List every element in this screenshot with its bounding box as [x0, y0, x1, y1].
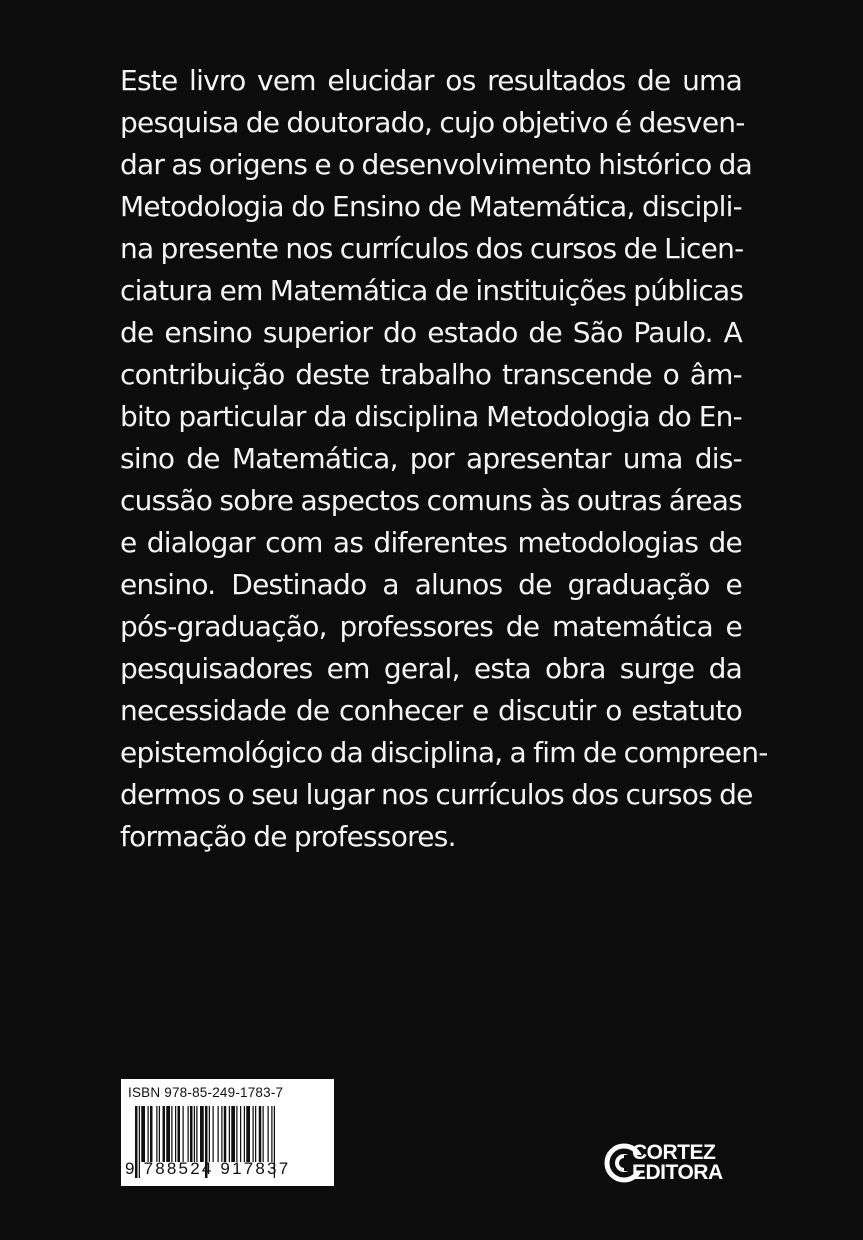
- blurb-line: cussão sobre aspectos comuns às outras áreas: [120, 484, 742, 517]
- barcode-bar: [244, 1106, 245, 1162]
- blurb-line: dermos o seu lugar nos currículos dos cursos de: [120, 778, 753, 811]
- barcode-bar: [183, 1106, 184, 1162]
- barcode-bar: [159, 1106, 160, 1162]
- blurb-line: dar as origens e o desenvolvimento histórico da: [120, 148, 753, 181]
- barcode-bar: [253, 1106, 254, 1162]
- blurb-line: contribuição deste trabalho transcende o âm-: [120, 358, 742, 391]
- barcode-bar: [163, 1106, 166, 1162]
- blurb-line: ensino. Destinado a alunos de graduação e: [120, 568, 742, 601]
- isbn-label: ISBN 978-85-249-1783-7: [128, 1085, 284, 1100]
- blurb-line: pesquisadores em geral, esta obra surge da: [120, 652, 742, 685]
- isbn-barcode: [121, 1079, 334, 1186]
- barcode-bar: [150, 1106, 153, 1162]
- barcode-bar: [268, 1106, 269, 1162]
- blurb-line: e dialogar com as diferentes metodologias de: [120, 526, 742, 559]
- barcode-bar: [196, 1106, 197, 1162]
- barcode-bar: [271, 1106, 272, 1162]
- barcode-bar: [263, 1106, 264, 1162]
- blurb-line: Este livro vem elucidar os resultados de uma: [120, 64, 742, 97]
- publisher-name: [632, 1143, 723, 1183]
- barcode-bar: [148, 1106, 149, 1162]
- barcode-bar: [188, 1106, 189, 1162]
- publisher-name-line2: EDITORA: [632, 1161, 723, 1184]
- barcode-bar: [156, 1106, 157, 1162]
- barcode-bar: [240, 1106, 241, 1162]
- barcode-bar: [221, 1106, 222, 1162]
- blurb-line: pós-graduação, professores de matemática e: [120, 610, 742, 643]
- barcode-bar: [190, 1106, 193, 1162]
- barcode-digits: 9 788524 917837: [125, 1159, 291, 1178]
- barcode-bar: [141, 1106, 145, 1162]
- barcode-bar: [255, 1106, 256, 1162]
- barcode-bar: [194, 1106, 195, 1162]
- blurb-line: Metodologia do Ensino de Matemática, discipli-: [120, 190, 742, 223]
- back-cover-blurb: [120, 60, 768, 858]
- blurb-line: sino de Matemática, por apresentar uma dis-: [120, 442, 742, 475]
- barcode-bar: [229, 1106, 230, 1162]
- barcode-bar: [224, 1106, 227, 1162]
- barcode-bar: [231, 1106, 235, 1162]
- blurb-line: formação de professores.: [120, 820, 456, 853]
- barcode-bar: [200, 1106, 204, 1162]
- barcode-bar: [246, 1106, 250, 1162]
- barcode-bar: [209, 1106, 210, 1162]
- blurb-line: epistemológico da disciplina, a fim de compreen-: [120, 736, 768, 769]
- blurb-line: de ensino superior do estado de São Paulo. A: [120, 316, 742, 349]
- barcode-bar: [259, 1106, 262, 1162]
- barcode-bar: [175, 1106, 176, 1162]
- barcode-bar: [218, 1106, 219, 1162]
- publisher-name-line1: CORTEZ: [632, 1141, 716, 1164]
- barcode-bar: [166, 1106, 170, 1162]
- publisher-logo: [604, 1141, 744, 1185]
- blurb-line: na presente nos currículos dos cursos de Licen-: [120, 232, 744, 265]
- barcode-bar: [213, 1106, 214, 1162]
- blurb-line: necessidade de conhecer e discutir o estatuto: [120, 694, 742, 727]
- barcode-bar: [178, 1106, 181, 1162]
- blurb-line: ciatura em Matemática de instituições públicas: [120, 274, 744, 307]
- blurb-line: pesquisa de doutorado, cujo objetivo é desven-: [120, 106, 745, 139]
- barcode-bar: [171, 1106, 172, 1162]
- barcode-bar: [236, 1106, 237, 1162]
- blurb-line: bito particular da disciplina Metodologia do En-: [120, 400, 742, 433]
